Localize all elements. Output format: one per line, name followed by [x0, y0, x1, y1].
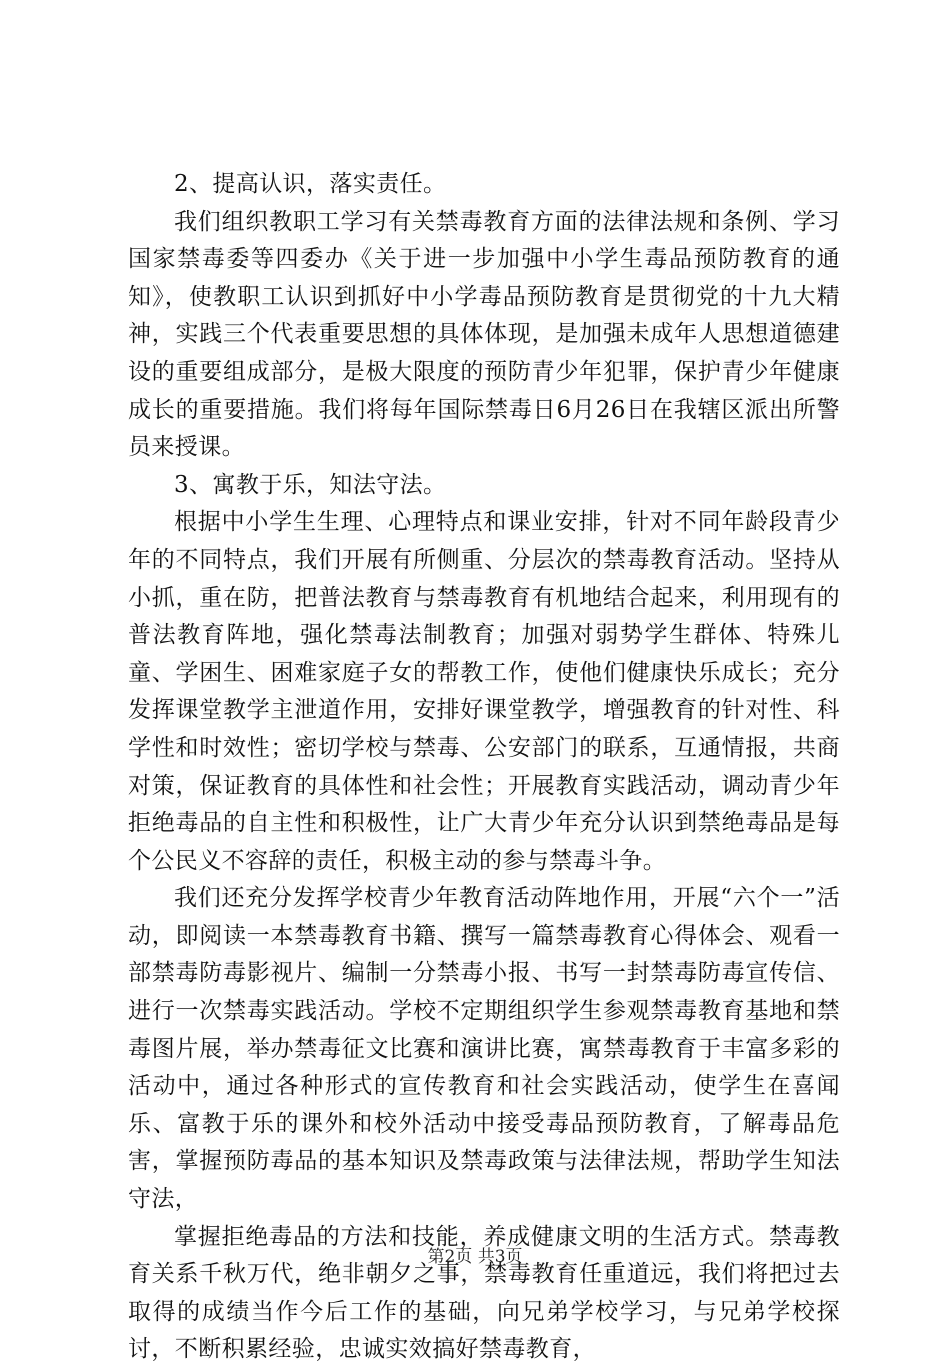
body-paragraph: 根据中小学生生理、心理特点和课业安排，针对不同年龄段青少年的不同特点，我们开展有所侧重、分层次的禁毒教育活动。坚持从小抓，重在防，把普法教育与禁毒教育有机地结合起来，利用现有的普法教育阵地，强化禁毒法制教育；加强对弱势学生群体、特殊儿童、学困生、困难家庭子女的帮教工作，使他们健康快乐成长；充分发挥课堂教学主泄道作用，安排好课堂教学，增强教育的针对性、科学性和时效性；密切学校与禁毒、公安部门的联系，互通情报，共商对策，保证教育的具体性和社会性；开展教育实践活动，调动青少年拒绝毒品的自主性和积极性，让广大青少年充分认识到禁绝毒品是每个公民义不容辞的责任，积极主动的参与禁毒斗争。 — [128, 509, 840, 874]
body-paragraph: 我们还充分发挥学校青少年教育活动阵地作用，开展“六个一”活动，即阅读一本禁毒教育书籍、撰写一篇禁毒教育心得体会、观看一部禁毒防毒影视片、编制一分禁毒小报、书写一封禁毒防毒宣传信、进行一次禁毒实践活动。学校不定期组织学生参观禁毒教育基地和禁毒图片展，举办禁毒征文比赛和演讲比赛，寓禁毒教育于丰富多彩的活动中，通过各种形式的宣传教育和社会实践活动，使学生在喜闻乐、富教于乐的课外和校外活动中接受毒品预防教育，了解毒品危害，掌握预防毒品的基本知识及禁毒政策与法律法规，帮助学生知法守法， — [128, 885, 840, 1213]
document-body — [128, 166, 840, 1369]
page-number-footer: 第2页 共3页 — [427, 1247, 523, 1267]
body-paragraph: 我们组织教职工学习有关禁毒教育方面的法律法规和条例、学习国家禁毒委等四委办《关于进一步加强中小学生毒品预防教育的通知》，使教职工认识到抓好中小学毒品预防教育是贯彻党的十九大精神，实践三个代表重要思想的具体体现，是加强未成年人思想道德建设的重要组成部分，是极大限度的预防青少年犯罪，保护青少年健康成长的重要措施。我们将每年国际禁毒日6月26日在我辖区派出所警员来授课。 — [128, 208, 840, 461]
body-paragraph: 掌握拒绝毒品的方法和技能，养成健康文明的生活方式。禁毒教育关系千秋万代，绝非朝夕之事，禁毒教育任重道远，我们将把过去取得的成绩当作今后工作的基础，向兄弟学校学习，与兄弟学校探讨，不断积累经验，忠诚实效搞好禁毒教育， — [128, 1223, 840, 1363]
section-heading-2: 2、提高认识，落实责任。 — [174, 171, 447, 197]
section-heading-3: 3、寓教于乐，知法守法。 — [174, 471, 447, 498]
